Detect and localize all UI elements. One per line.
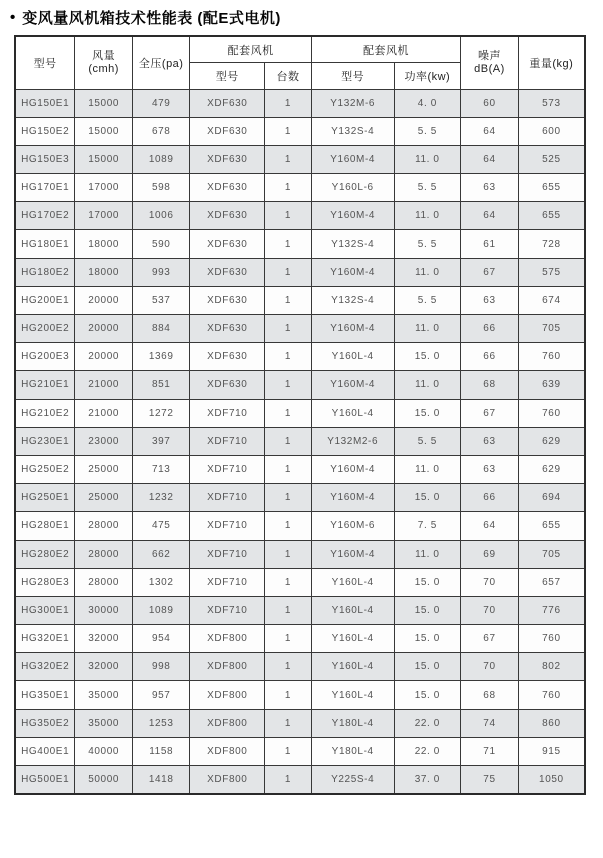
cell-weight: 760 bbox=[518, 399, 585, 427]
cell-fan-qty: 1 bbox=[265, 596, 312, 624]
cell-motor-model: Y160M-4 bbox=[311, 202, 394, 230]
cell-motor-model: Y160L-4 bbox=[311, 596, 394, 624]
cell-pressure: 851 bbox=[132, 371, 190, 399]
cell-weight: 629 bbox=[518, 427, 585, 455]
cell-noise: 63 bbox=[461, 427, 519, 455]
column-header-airflow bbox=[75, 36, 133, 89]
cell-noise: 67 bbox=[461, 399, 519, 427]
cell-fan-model: XDF630 bbox=[190, 371, 265, 399]
cell-motor-model: Y160L-4 bbox=[311, 399, 394, 427]
cell-weight: 694 bbox=[518, 484, 585, 512]
cell-fan-qty: 1 bbox=[265, 399, 312, 427]
cell-power: 5. 5 bbox=[394, 230, 461, 258]
cell-airflow: 32000 bbox=[75, 625, 133, 653]
cell-airflow: 21000 bbox=[75, 371, 133, 399]
cell-model: HG210E2 bbox=[15, 399, 75, 427]
cell-weight: 705 bbox=[518, 540, 585, 568]
cell-fan-qty: 1 bbox=[265, 568, 312, 596]
cell-model: HG400E1 bbox=[15, 737, 75, 765]
cell-airflow: 15000 bbox=[75, 145, 133, 173]
cell-weight: 776 bbox=[518, 596, 585, 624]
cell-weight: 655 bbox=[518, 202, 585, 230]
cell-power: 15. 0 bbox=[394, 343, 461, 371]
cell-noise: 70 bbox=[461, 653, 519, 681]
table-row bbox=[15, 484, 585, 512]
cell-weight: 573 bbox=[518, 89, 585, 117]
cell-pressure: 998 bbox=[132, 653, 190, 681]
cell-pressure: 1232 bbox=[132, 484, 190, 512]
cell-airflow: 30000 bbox=[75, 596, 133, 624]
cell-airflow: 28000 bbox=[75, 512, 133, 540]
cell-airflow: 15000 bbox=[75, 117, 133, 145]
cell-weight: 600 bbox=[518, 117, 585, 145]
cell-model: HG150E2 bbox=[15, 117, 75, 145]
cell-pressure: 1158 bbox=[132, 737, 190, 765]
cell-pressure: 1006 bbox=[132, 202, 190, 230]
cell-weight: 802 bbox=[518, 653, 585, 681]
cell-noise: 64 bbox=[461, 117, 519, 145]
cell-weight: 639 bbox=[518, 371, 585, 399]
cell-fan-model: XDF630 bbox=[190, 230, 265, 258]
cell-motor-model: Y160M-6 bbox=[311, 512, 394, 540]
cell-airflow: 20000 bbox=[75, 315, 133, 343]
cell-power: 11. 0 bbox=[394, 315, 461, 343]
cell-motor-model: Y132S-4 bbox=[311, 286, 394, 314]
cell-airflow: 18000 bbox=[75, 258, 133, 286]
cell-power: 22. 0 bbox=[394, 709, 461, 737]
table-row bbox=[15, 540, 585, 568]
cell-weight: 655 bbox=[518, 174, 585, 202]
cell-model: HG320E2 bbox=[15, 653, 75, 681]
cell-pressure: 598 bbox=[132, 174, 190, 202]
table-row bbox=[15, 681, 585, 709]
cell-airflow: 18000 bbox=[75, 230, 133, 258]
cell-fan-model: XDF800 bbox=[190, 681, 265, 709]
cell-fan-model: XDF630 bbox=[190, 286, 265, 314]
cell-fan-model: XDF800 bbox=[190, 737, 265, 765]
table-row bbox=[15, 174, 585, 202]
cell-weight: 575 bbox=[518, 258, 585, 286]
cell-pressure: 1089 bbox=[132, 145, 190, 173]
cell-motor-model: Y180L-4 bbox=[311, 709, 394, 737]
cell-fan-qty: 1 bbox=[265, 737, 312, 765]
cell-airflow: 35000 bbox=[75, 681, 133, 709]
cell-airflow: 17000 bbox=[75, 174, 133, 202]
cell-fan-model: XDF800 bbox=[190, 709, 265, 737]
cell-noise: 69 bbox=[461, 540, 519, 568]
cell-motor-model: Y160M-4 bbox=[311, 258, 394, 286]
column-header-motor-power: 功率(kw) bbox=[394, 63, 461, 90]
cell-pressure: 475 bbox=[132, 512, 190, 540]
cell-airflow: 35000 bbox=[75, 709, 133, 737]
cell-pressure: 993 bbox=[132, 258, 190, 286]
cell-motor-model: Y160L-4 bbox=[311, 625, 394, 653]
column-header-noise-line2: dB(A) bbox=[474, 62, 505, 75]
cell-noise: 63 bbox=[461, 286, 519, 314]
cell-fan-qty: 1 bbox=[265, 145, 312, 173]
cell-noise: 64 bbox=[461, 145, 519, 173]
cell-pressure: 1418 bbox=[132, 766, 190, 794]
column-header-model: 型号 bbox=[15, 36, 75, 89]
cell-fan-qty: 1 bbox=[265, 286, 312, 314]
column-header-weight: 重量(kg) bbox=[518, 36, 585, 89]
cell-weight: 674 bbox=[518, 286, 585, 314]
table-row bbox=[15, 625, 585, 653]
cell-weight: 760 bbox=[518, 625, 585, 653]
table-row bbox=[15, 230, 585, 258]
spec-table bbox=[14, 35, 586, 795]
cell-fan-qty: 1 bbox=[265, 709, 312, 737]
cell-fan-model: XDF710 bbox=[190, 427, 265, 455]
cell-power: 11. 0 bbox=[394, 202, 461, 230]
cell-fan-model: XDF630 bbox=[190, 202, 265, 230]
page-header bbox=[0, 0, 603, 26]
cell-motor-model: Y160M-4 bbox=[311, 540, 394, 568]
bullet-icon: • bbox=[10, 9, 16, 26]
cell-noise: 66 bbox=[461, 343, 519, 371]
cell-pressure: 590 bbox=[132, 230, 190, 258]
cell-power: 11. 0 bbox=[394, 145, 461, 173]
cell-noise: 64 bbox=[461, 512, 519, 540]
cell-model: HG320E1 bbox=[15, 625, 75, 653]
cell-model: HG280E2 bbox=[15, 540, 75, 568]
cell-pressure: 397 bbox=[132, 427, 190, 455]
cell-weight: 655 bbox=[518, 512, 585, 540]
cell-power: 5. 5 bbox=[394, 174, 461, 202]
table-row bbox=[15, 117, 585, 145]
cell-fan-qty: 1 bbox=[265, 455, 312, 483]
table-header bbox=[15, 36, 585, 89]
table-row bbox=[15, 202, 585, 230]
cell-model: HG200E1 bbox=[15, 286, 75, 314]
cell-fan-model: XDF800 bbox=[190, 625, 265, 653]
cell-airflow: 25000 bbox=[75, 455, 133, 483]
cell-pressure: 479 bbox=[132, 89, 190, 117]
cell-model: HG250E2 bbox=[15, 455, 75, 483]
column-header-noise bbox=[461, 36, 519, 89]
cell-fan-model: XDF710 bbox=[190, 512, 265, 540]
table-row bbox=[15, 343, 585, 371]
cell-model: HG250E1 bbox=[15, 484, 75, 512]
cell-model: HG500E1 bbox=[15, 766, 75, 794]
cell-motor-model: Y160M-4 bbox=[311, 455, 394, 483]
cell-weight: 525 bbox=[518, 145, 585, 173]
cell-airflow: 23000 bbox=[75, 427, 133, 455]
cell-fan-model: XDF800 bbox=[190, 653, 265, 681]
cell-power: 15. 0 bbox=[394, 653, 461, 681]
table-row bbox=[15, 399, 585, 427]
cell-fan-qty: 1 bbox=[265, 343, 312, 371]
cell-model: HG300E1 bbox=[15, 596, 75, 624]
cell-power: 11. 0 bbox=[394, 371, 461, 399]
cell-pressure: 1253 bbox=[132, 709, 190, 737]
cell-noise: 63 bbox=[461, 174, 519, 202]
cell-fan-qty: 1 bbox=[265, 653, 312, 681]
cell-fan-model: XDF630 bbox=[190, 343, 265, 371]
cell-fan-qty: 1 bbox=[265, 89, 312, 117]
cell-fan-qty: 1 bbox=[265, 484, 312, 512]
cell-motor-model: Y132M2-6 bbox=[311, 427, 394, 455]
cell-fan-qty: 1 bbox=[265, 371, 312, 399]
cell-noise: 68 bbox=[461, 371, 519, 399]
cell-noise: 67 bbox=[461, 625, 519, 653]
cell-model: HG280E3 bbox=[15, 568, 75, 596]
cell-airflow: 25000 bbox=[75, 484, 133, 512]
table-row bbox=[15, 89, 585, 117]
cell-model: HG210E1 bbox=[15, 371, 75, 399]
cell-weight: 1050 bbox=[518, 766, 585, 794]
table-row bbox=[15, 568, 585, 596]
cell-noise: 61 bbox=[461, 230, 519, 258]
cell-fan-qty: 1 bbox=[265, 625, 312, 653]
cell-fan-model: XDF710 bbox=[190, 399, 265, 427]
cell-model: HG170E1 bbox=[15, 174, 75, 202]
cell-fan-qty: 1 bbox=[265, 540, 312, 568]
cell-fan-model: XDF630 bbox=[190, 145, 265, 173]
table-body bbox=[15, 89, 585, 794]
cell-power: 11. 0 bbox=[394, 540, 461, 568]
cell-fan-model: XDF710 bbox=[190, 568, 265, 596]
cell-fan-model: XDF710 bbox=[190, 455, 265, 483]
cell-power: 5. 5 bbox=[394, 427, 461, 455]
cell-fan-qty: 1 bbox=[265, 681, 312, 709]
cell-power: 15. 0 bbox=[394, 596, 461, 624]
cell-motor-model: Y160M-4 bbox=[311, 145, 394, 173]
cell-power: 5. 5 bbox=[394, 286, 461, 314]
cell-motor-model: Y160L-4 bbox=[311, 653, 394, 681]
cell-fan-qty: 1 bbox=[265, 174, 312, 202]
cell-motor-model: Y160L-6 bbox=[311, 174, 394, 202]
cell-model: HG170E2 bbox=[15, 202, 75, 230]
cell-model: HG150E1 bbox=[15, 89, 75, 117]
cell-pressure: 884 bbox=[132, 315, 190, 343]
cell-pressure: 1089 bbox=[132, 596, 190, 624]
table-row bbox=[15, 427, 585, 455]
cell-pressure: 662 bbox=[132, 540, 190, 568]
cell-motor-model: Y132S-4 bbox=[311, 117, 394, 145]
cell-motor-model: Y180L-4 bbox=[311, 737, 394, 765]
cell-fan-qty: 1 bbox=[265, 766, 312, 794]
cell-airflow: 28000 bbox=[75, 540, 133, 568]
column-header-motor-model: 型号 bbox=[311, 63, 394, 90]
cell-model: HG280E1 bbox=[15, 512, 75, 540]
cell-pressure: 537 bbox=[132, 286, 190, 314]
cell-noise: 60 bbox=[461, 89, 519, 117]
cell-model: HG180E1 bbox=[15, 230, 75, 258]
cell-motor-model: Y160L-4 bbox=[311, 568, 394, 596]
cell-power: 15. 0 bbox=[394, 399, 461, 427]
cell-weight: 760 bbox=[518, 681, 585, 709]
table-row bbox=[15, 596, 585, 624]
cell-noise: 63 bbox=[461, 455, 519, 483]
cell-weight: 860 bbox=[518, 709, 585, 737]
cell-power: 37. 0 bbox=[394, 766, 461, 794]
cell-noise: 64 bbox=[461, 202, 519, 230]
cell-pressure: 1302 bbox=[132, 568, 190, 596]
cell-noise: 70 bbox=[461, 568, 519, 596]
cell-fan-qty: 1 bbox=[265, 427, 312, 455]
cell-airflow: 15000 bbox=[75, 89, 133, 117]
cell-model: HG350E1 bbox=[15, 681, 75, 709]
column-header-airflow-line2: (cmh) bbox=[88, 62, 119, 75]
cell-fan-qty: 1 bbox=[265, 117, 312, 145]
table-row bbox=[15, 315, 585, 343]
cell-noise: 66 bbox=[461, 315, 519, 343]
cell-weight: 629 bbox=[518, 455, 585, 483]
table-row bbox=[15, 371, 585, 399]
cell-airflow: 40000 bbox=[75, 737, 133, 765]
cell-fan-model: XDF630 bbox=[190, 117, 265, 145]
column-header-pressure: 全压(pa) bbox=[132, 36, 190, 89]
cell-airflow: 17000 bbox=[75, 202, 133, 230]
column-header-fan-qty: 台数 bbox=[265, 63, 312, 90]
table-row bbox=[15, 766, 585, 794]
cell-fan-qty: 1 bbox=[265, 315, 312, 343]
cell-fan-model: XDF630 bbox=[190, 174, 265, 202]
cell-power: 15. 0 bbox=[394, 681, 461, 709]
cell-power: 15. 0 bbox=[394, 484, 461, 512]
cell-model: HG230E1 bbox=[15, 427, 75, 455]
cell-weight: 657 bbox=[518, 568, 585, 596]
cell-fan-model: XDF630 bbox=[190, 258, 265, 286]
table-row bbox=[15, 286, 585, 314]
cell-airflow: 28000 bbox=[75, 568, 133, 596]
cell-power: 22. 0 bbox=[394, 737, 461, 765]
cell-pressure: 957 bbox=[132, 681, 190, 709]
cell-pressure: 1369 bbox=[132, 343, 190, 371]
cell-pressure: 954 bbox=[132, 625, 190, 653]
cell-fan-model: XDF710 bbox=[190, 484, 265, 512]
cell-noise: 71 bbox=[461, 737, 519, 765]
cell-fan-qty: 1 bbox=[265, 512, 312, 540]
cell-power: 15. 0 bbox=[394, 568, 461, 596]
group-header-motor: 配套风机 bbox=[311, 36, 460, 63]
cell-fan-model: XDF630 bbox=[190, 315, 265, 343]
table-row bbox=[15, 653, 585, 681]
cell-motor-model: Y160L-4 bbox=[311, 681, 394, 709]
cell-fan-qty: 1 bbox=[265, 230, 312, 258]
cell-motor-model: Y225S-4 bbox=[311, 766, 394, 794]
cell-pressure: 1272 bbox=[132, 399, 190, 427]
cell-model: HG180E2 bbox=[15, 258, 75, 286]
cell-power: 11. 0 bbox=[394, 258, 461, 286]
cell-model: HG350E2 bbox=[15, 709, 75, 737]
cell-power: 7. 5 bbox=[394, 512, 461, 540]
cell-noise: 66 bbox=[461, 484, 519, 512]
table-row bbox=[15, 709, 585, 737]
table-row bbox=[15, 512, 585, 540]
cell-motor-model: Y160M-4 bbox=[311, 484, 394, 512]
cell-noise: 67 bbox=[461, 258, 519, 286]
cell-airflow: 20000 bbox=[75, 343, 133, 371]
cell-fan-qty: 1 bbox=[265, 258, 312, 286]
column-header-airflow-line1: 风量 bbox=[92, 49, 116, 62]
cell-fan-model: XDF630 bbox=[190, 89, 265, 117]
cell-pressure: 713 bbox=[132, 455, 190, 483]
cell-power: 4. 0 bbox=[394, 89, 461, 117]
cell-airflow: 50000 bbox=[75, 766, 133, 794]
cell-weight: 760 bbox=[518, 343, 585, 371]
cell-fan-model: XDF800 bbox=[190, 766, 265, 794]
cell-model: HG200E3 bbox=[15, 343, 75, 371]
cell-noise: 74 bbox=[461, 709, 519, 737]
cell-power: 15. 0 bbox=[394, 625, 461, 653]
cell-motor-model: Y160L-4 bbox=[311, 343, 394, 371]
table-row bbox=[15, 145, 585, 173]
cell-power: 5. 5 bbox=[394, 117, 461, 145]
cell-fan-model: XDF710 bbox=[190, 540, 265, 568]
table-row bbox=[15, 455, 585, 483]
cell-noise: 70 bbox=[461, 596, 519, 624]
table-row bbox=[15, 258, 585, 286]
cell-fan-model: XDF710 bbox=[190, 596, 265, 624]
cell-pressure: 678 bbox=[132, 117, 190, 145]
column-header-fan-model: 型号 bbox=[190, 63, 265, 90]
cell-weight: 728 bbox=[518, 230, 585, 258]
cell-motor-model: Y160M-4 bbox=[311, 371, 394, 399]
column-header-noise-line1: 噪声 bbox=[477, 49, 501, 62]
cell-airflow: 32000 bbox=[75, 653, 133, 681]
cell-model: HG150E3 bbox=[15, 145, 75, 173]
table-row bbox=[15, 737, 585, 765]
cell-model: HG200E2 bbox=[15, 315, 75, 343]
cell-fan-qty: 1 bbox=[265, 202, 312, 230]
cell-noise: 68 bbox=[461, 681, 519, 709]
cell-airflow: 21000 bbox=[75, 399, 133, 427]
cell-motor-model: Y160M-4 bbox=[311, 315, 394, 343]
cell-power: 11. 0 bbox=[394, 455, 461, 483]
cell-weight: 915 bbox=[518, 737, 585, 765]
cell-motor-model: Y132M-6 bbox=[311, 89, 394, 117]
cell-airflow: 20000 bbox=[75, 286, 133, 314]
group-header-fan: 配套风机 bbox=[190, 36, 311, 63]
page-title: 变风量风机箱技术性能表 (配E式电机) bbox=[22, 10, 281, 27]
cell-motor-model: Y132S-4 bbox=[311, 230, 394, 258]
cell-weight: 705 bbox=[518, 315, 585, 343]
cell-noise: 75 bbox=[461, 766, 519, 794]
